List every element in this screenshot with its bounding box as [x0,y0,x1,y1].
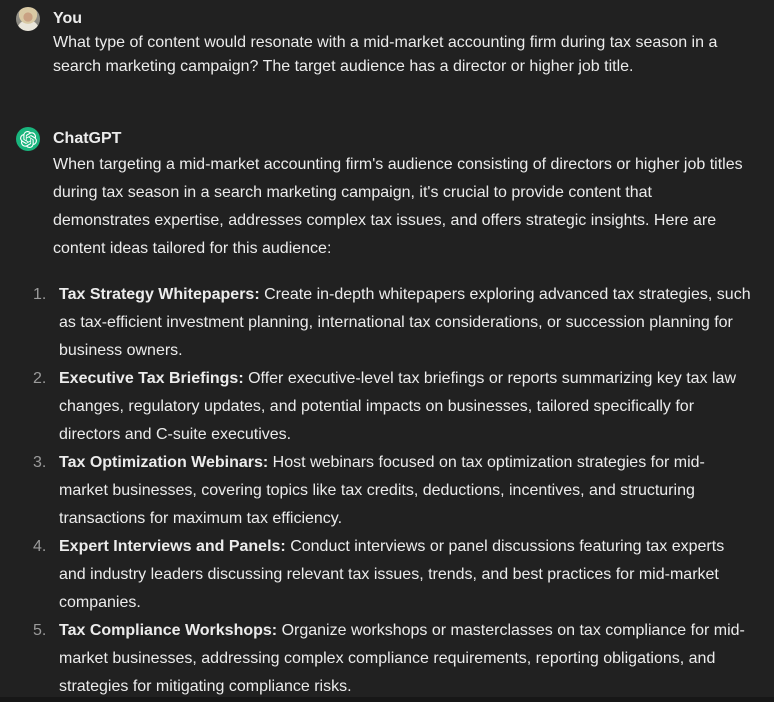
list-item [33,365,753,449]
openai-logo-icon [20,131,37,148]
list-item-label: Tax Compliance Workshops: [59,622,278,639]
list-item-text: Conduct interviews or panel discussions featuring tax experts and industry leaders discussing relevant tax issues, trends, and best practices for mid-market companies. [59,538,725,611]
list-number: 1. [33,286,47,303]
list-item-text: Offer executive-level tax briefings or reports summarizing key tax law changes, regulatory updates, and potential impacts on businesses, tailored specifically for directors and C-suite executives. [59,370,736,443]
assistant-message-content [33,127,753,701]
list-number: 4. [33,538,47,555]
list-item [33,533,753,617]
list-item-text: Create in-depth whitepapers exploring advanced tax strategies, such as tax-efficient investment planning, international tax considerations, or succession planning for business owners. [59,286,751,359]
list-number: 2. [33,370,47,387]
list-item-label: Tax Optimization Webinars: [59,454,269,471]
list-number: 5. [33,622,47,639]
user-message-text: What type of content would resonate with a mid-market accounting firm during tax season in a search marketing campaign? The target audience has a director or higher job title. [53,34,718,75]
user-message-content [53,7,753,79]
list-item [33,617,753,701]
list-item [33,281,753,365]
user-avatar [16,7,40,31]
assistant-intro-text: When targeting a mid-market accounting firm's audience consisting of directors or higher job titles during tax season in a search marketing campaign, it's crucial to provide content that demonstrates expertise, addresses complex tax issues, and offers strategic insights. Here are content ideas tailored for this audience: [53,156,743,257]
bottom-edge-divider [0,697,774,702]
content-ideas-list [33,281,753,701]
list-item-text: Host webinars focused on tax optimization strategies for mid-market businesses, covering topics like tax credits, deductions, incentives, and structuring transactions for maximum tax efficiency. [59,454,705,527]
list-item-label: Executive Tax Briefings: [59,370,244,387]
assistant-message [16,127,758,701]
list-item-label: Tax Strategy Whitepapers: [59,286,260,303]
user-message [16,7,758,79]
assistant-sender-name: ChatGPT [53,130,122,147]
list-item-text: Organize workshops or masterclasses on tax compliance for mid-market businesses, addressing complex compliance requirements, reporting obligations, and strategies for mitigating compliance risks. [59,622,745,695]
list-item-label: Expert Interviews and Panels: [59,538,286,555]
user-sender-name: You [53,10,83,27]
list-number: 3. [33,454,47,471]
list-item [33,449,753,533]
chatgpt-avatar [16,127,40,151]
